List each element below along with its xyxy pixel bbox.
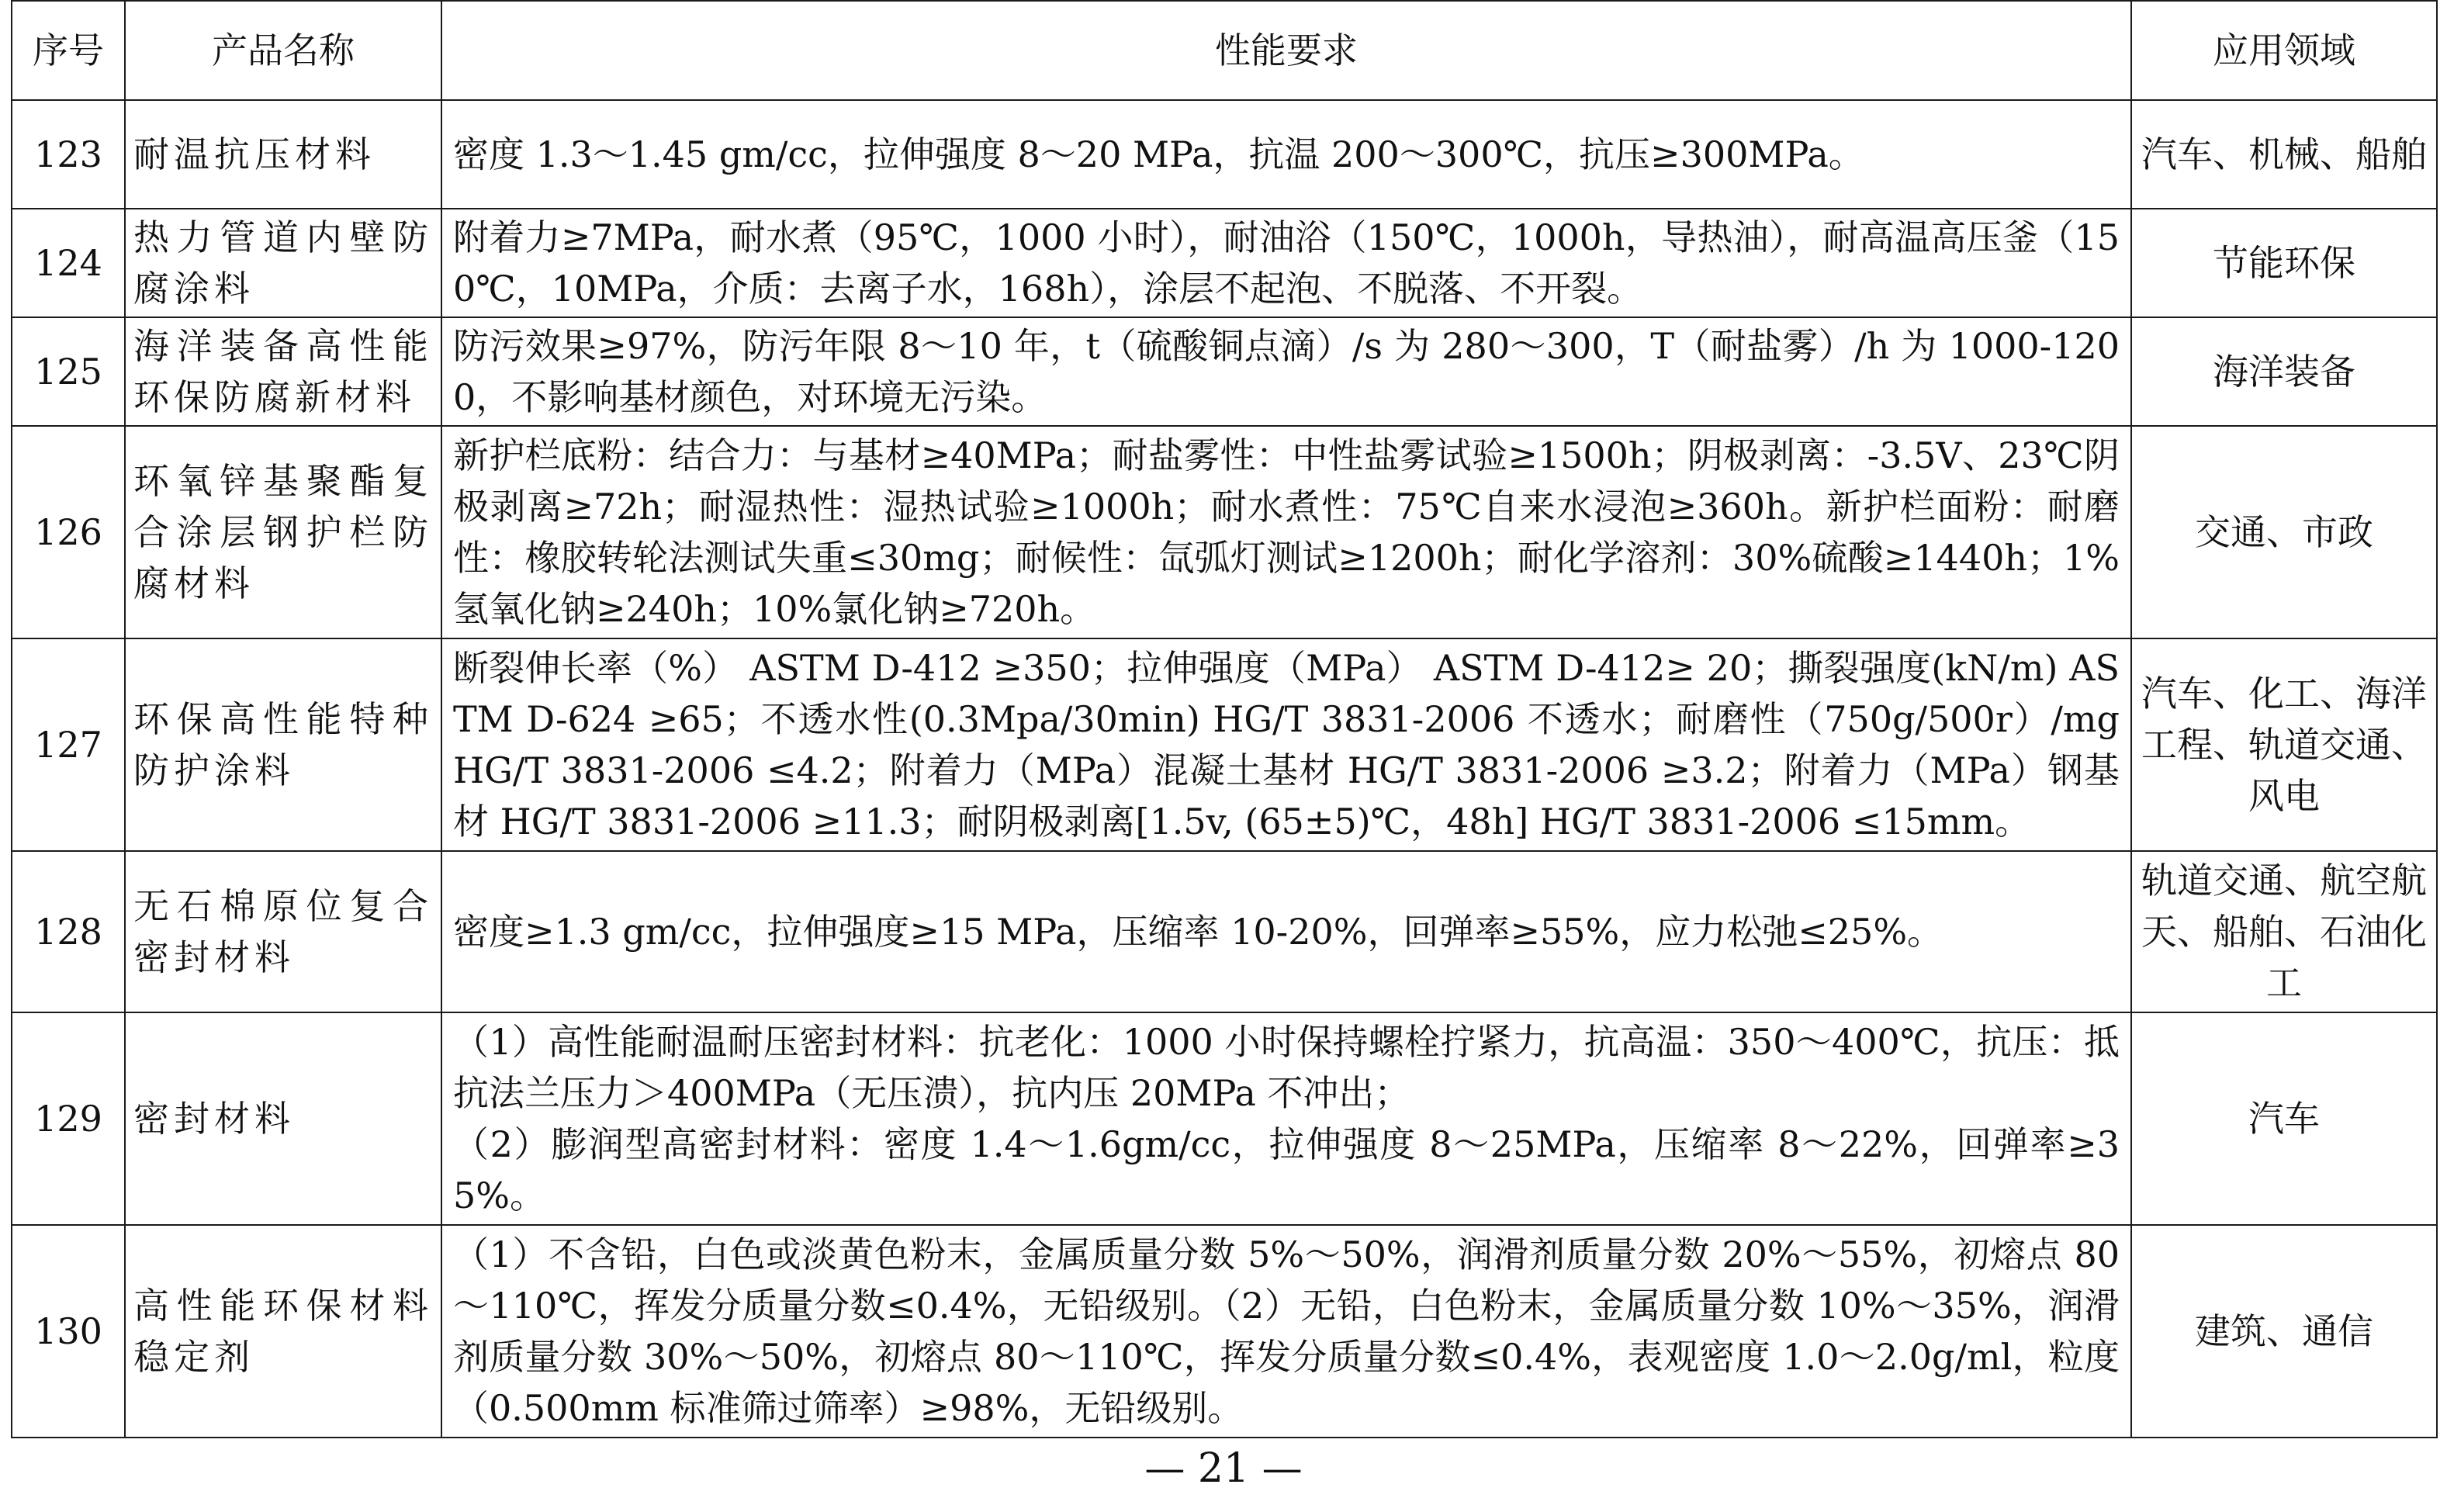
row-seq: 124 (12, 209, 125, 317)
row-product-name: 环氧锌基聚酯复合涂层钢护栏防腐材料 (125, 426, 441, 638)
table-header (12, 1, 2437, 100)
row-requirements (441, 1012, 2131, 1225)
header-application-field: 应用领域 (2131, 1, 2437, 100)
requirement-line: （1）高性能耐温耐压密封材料：抗老化：1000 小时保持螺栓拧紧力，抗高温：350～400℃，抗压：抵抗法兰压力＞400MPa（无压溃），抗内压 20MPa 不冲出； (453, 1021, 2120, 1114)
row-seq: 130 (12, 1225, 125, 1438)
page-number: — 21 — (1144, 1445, 1303, 1492)
row-product-name: 热力管道内壁防腐涂料 (125, 209, 441, 317)
row-product-name: 无石棉原位复合密封材料 (125, 851, 441, 1012)
table-row (12, 100, 2437, 209)
row-requirements: 断裂伸长率（%） ASTM D-412 ≥350；拉伸强度（MPa） ASTM D-412≥ 20；撕裂强度(kN/m) ASTM D-624 ≥65；不透水性(0.3Mpa/30min) HG/T 3831-2006 不透水；耐磨性（750g/500r）/mg HG/T 3831-2006 ≤4.2；附着力（MPa）混凝土基材 HG/T 3831-2006 ≥3.2；附着力（MPa）钢基材 HG/T 3831-2006 ≥11.3；耐阴极剥离[1.5v, (65±5)℃，48h] HG/T 3831-2006 ≤15mm。 (441, 638, 2131, 851)
row-application-field: 汽车、化工、海洋工程、轨道交通、风电 (2131, 638, 2437, 851)
table-row (12, 426, 2437, 638)
table-row (12, 1225, 2437, 1438)
row-application-field: 汽车、机械、船舶 (2131, 100, 2437, 209)
row-requirements: 密度 1.3～1.45 gm/cc，拉伸强度 8～20 MPa，抗温 200～300℃，抗压≥300MPa。 (441, 100, 2131, 209)
table-body (12, 100, 2437, 1438)
row-application-field: 轨道交通、航空航天、船舶、石油化工 (2131, 851, 2437, 1012)
row-product-name: 高性能环保材料稳定剂 (125, 1225, 441, 1438)
header-row (12, 1, 2437, 100)
row-seq: 126 (12, 426, 125, 638)
table-row (12, 851, 2437, 1012)
row-application-field: 节能环保 (2131, 209, 2437, 317)
row-seq: 125 (12, 317, 125, 426)
header-product-name: 产品名称 (125, 1, 441, 100)
row-application-field: 交通、市政 (2131, 426, 2437, 638)
table-row (12, 1012, 2437, 1225)
header-seq: 序号 (12, 1, 125, 100)
row-requirements: 新护栏底粉：结合力：与基材≥40MPa；耐盐雾性：中性盐雾试验≥1500h；阴极剥离：-3.5V、23℃阴极剥离≥72h；耐湿热性：湿热试验≥1000h；耐水煮性：75℃自来水浸泡≥360h。新护栏面粉：耐磨性：橡胶转轮法测试失重≤30mg；耐候性：氙弧灯测试≥1200h；耐化学溶剂：30%硫酸≥1440h；1%氢氧化钠≥240h；10%氯化钠≥720h。 (441, 426, 2131, 638)
table-row (12, 638, 2437, 851)
table-row (12, 317, 2437, 426)
row-product-name: 环保高性能特种防护涂料 (125, 638, 441, 851)
row-requirements: （1）不含铅，白色或淡黄色粉末，金属质量分数 5%～50%，润滑剂质量分数 20%～55%，初熔点 80～110℃，挥发分质量分数≤0.4%，无铅级别。（2）无铅，白色粉末，金属质量分数 10%～35%，润滑剂质量分数 30%～50%，初熔点 80～110℃，挥发分质量分数≤0.4%，表观密度 1.0～2.0g/ml，粒度（0.500mm 标准筛过筛率）≥98%，无铅级别。 (441, 1225, 2131, 1438)
row-application-field: 汽车 (2131, 1012, 2437, 1225)
table-row (12, 209, 2437, 317)
row-application-field: 海洋装备 (2131, 317, 2437, 426)
row-product-name: 密封材料 (125, 1012, 441, 1225)
row-seq: 127 (12, 638, 125, 851)
requirement-line: （2）膨润型高密封材料：密度 1.4～1.6gm/cc，拉伸强度 8～25MPa，压缩率 8～22%，回弹率≥35%。 (453, 1123, 2120, 1216)
header-requirements: 性能要求 (441, 1, 2131, 100)
row-requirements: 密度≥1.3 gm/cc，拉伸强度≥15 MPa，压缩率 10-20%，回弹率≥55%，应力松弛≤25%。 (441, 851, 2131, 1012)
row-product-name: 海洋装备高性能环保防腐新材料 (125, 317, 441, 426)
row-seq: 128 (12, 851, 125, 1012)
spec-table (11, 0, 2438, 1438)
row-seq: 123 (12, 100, 125, 209)
row-seq: 129 (12, 1012, 125, 1225)
row-requirements: 附着力≥7MPa，耐水煮（95℃，1000 小时），耐油浴（150℃，1000h，导热油），耐高温高压釜（150℃，10MPa，介质：去离子水，168h），涂层不起泡、不脱落、不开裂。 (441, 209, 2131, 317)
row-application-field: 建筑、通信 (2131, 1225, 2437, 1438)
row-product-name: 耐温抗压材料 (125, 100, 441, 209)
row-requirements: 防污效果≥97%，防污年限 8～10 年，t（硫酸铜点滴）/s 为 280～300，T（耐盐雾）/h 为 1000-1200，不影响基材颜色，对环境无污染。 (441, 317, 2131, 426)
